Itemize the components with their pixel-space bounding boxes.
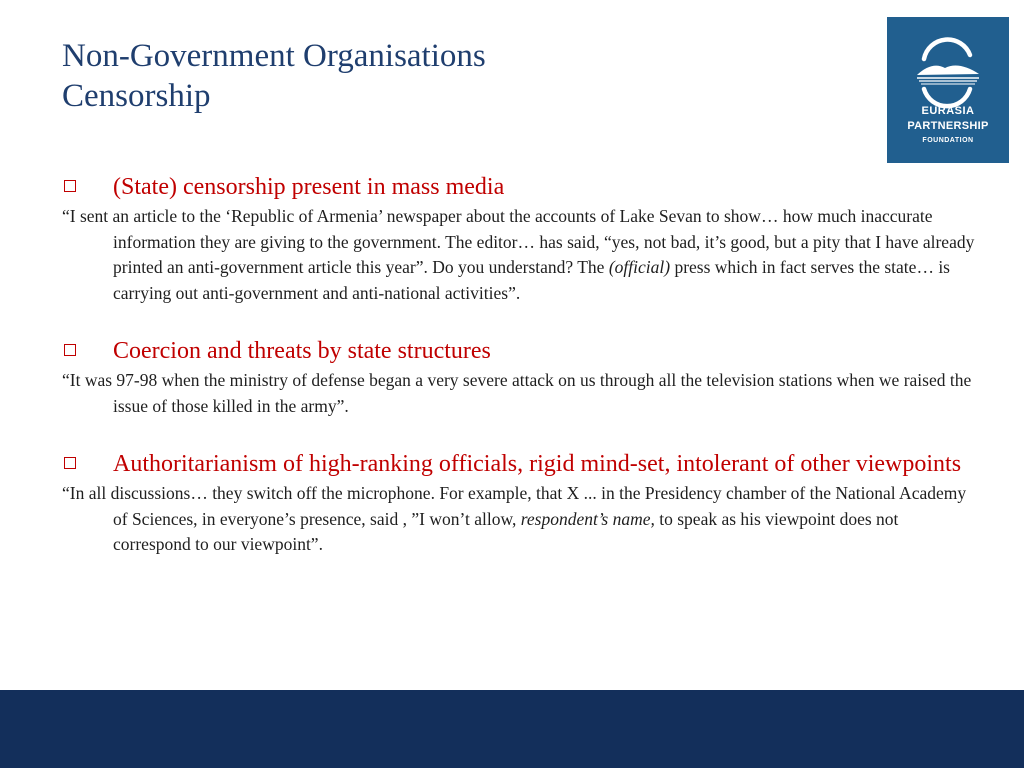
quote-1-text-after: press which in fact serves the state… is carrying out anti-government and anti-national activities”. <box>113 257 950 303</box>
quote-3-italic: respondent’s name, <box>520 508 655 529</box>
bullet-heading-1 <box>62 170 980 204</box>
eurasia-partnership-logo <box>887 17 1009 163</box>
quote-2-text: “It was 97-98 when the ministry of defense began a very severe attack on us through all the television stations when we raised the issue of those killed in the army”. <box>62 370 972 416</box>
bullet-heading-2-text: Coercion and threats by state structures <box>113 338 491 364</box>
quote-3-text-after: to speak as his viewpoint does not correspond to our viewpoint”. <box>113 508 899 554</box>
checkbox-bullet-icon <box>64 344 76 356</box>
quote-3-text-before: “In all discussions… they switch off the microphone. For example, that X ... in the Presidency chamber of the National Academy of Sciences, in everyone’s presence, said , ”I won’t allow, <box>62 483 967 529</box>
quote-2 <box>62 368 980 419</box>
logo-text-foundation: FOUNDATION <box>922 137 974 144</box>
bullet-heading-2 <box>62 334 980 368</box>
quote-3 <box>62 481 980 558</box>
footer-band <box>0 690 1024 768</box>
bullet-heading-3 <box>62 447 980 481</box>
logo-text-eurasia: EURASIA <box>921 105 975 117</box>
quote-1 <box>62 204 980 306</box>
quote-1-text-before: “I sent an article to the ‘Republic of Armenia’ newspaper about the accounts of Lake Sevan to show… how much inaccurate information they are giving to the government. The editor… has said, “yes, not bad, it’s good, but a pity that I have already printed an anti-government article this year”. Do you understand? The <box>62 206 975 277</box>
bullet-heading-3-text: Authoritarianism of high-ranking officials, rigid mind-set, intolerant of other viewpoints <box>113 451 962 477</box>
logo-text-partnership: PARTNERSHIP <box>907 120 989 132</box>
slide-title-line-2: Censorship <box>62 78 211 114</box>
checkbox-bullet-icon <box>64 180 76 192</box>
slide-content <box>62 170 980 558</box>
slide-title <box>62 36 486 116</box>
quote-1-italic: (official) <box>608 257 671 277</box>
slide-title-line-1: Non-Government Organisations <box>62 38 486 74</box>
bullet-heading-1-text: (State) censorship present in mass media <box>113 174 505 200</box>
checkbox-bullet-icon <box>64 457 76 469</box>
